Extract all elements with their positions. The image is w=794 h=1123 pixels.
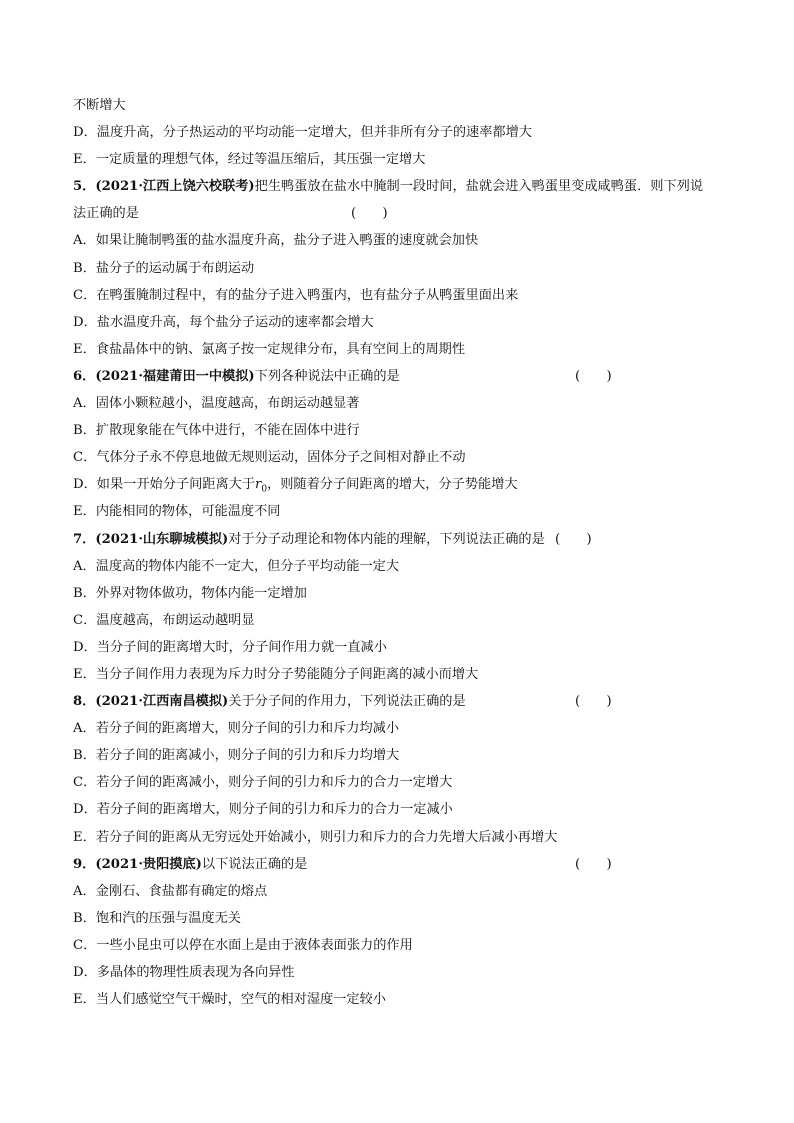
text-line	[73, 796, 733, 823]
line-text: C．在鸭蛋腌制过程中，有的盐分子进入鸭蛋内，也有盐分子从鸭蛋里面出来	[73, 287, 519, 303]
question-source: (2021·江西上饶六校联考)	[95, 179, 255, 195]
line-text: A．固体小颗粒越小，温度越高，布朗运动越显著	[73, 396, 360, 412]
subscript-zero: 0	[261, 484, 268, 495]
text-line	[73, 742, 733, 769]
line-text: C．气体分子永不停息地做无规则运动，固体分子之间相对静止不动	[73, 450, 466, 466]
document-page	[73, 92, 733, 1013]
question-stem: 关于分子间的作用力，下列说法正确的是	[228, 694, 466, 710]
question-number: 5．	[73, 179, 96, 195]
line-text: B．若分子间的距离减小，则分子间的引力和斥力均增大	[73, 748, 400, 764]
text-line	[73, 905, 733, 932]
line-text: E．若分子间的距离从无穷远处开始减小，则引力和斥力的合力先增大后减小再增大	[73, 829, 558, 845]
text-line	[73, 92, 733, 119]
line-text: D．盐水温度升高，每个盐分子运动的速率都会增大	[73, 314, 374, 330]
line-text: B．外界对物体做功，物体内能一定增加	[73, 585, 307, 601]
line-text: D．若分子间的距离增大，则分子间的引力和斥力的合力一定减小	[73, 802, 453, 818]
question-line	[73, 688, 733, 715]
question-source: (2021·福建莆田一中模拟)	[95, 368, 255, 384]
answer-blank: ( )	[575, 694, 612, 710]
line-text: E．当分子间作用力表现为斥力时分子势能随分子间距离的减小而增大	[73, 666, 479, 682]
line-text: E．一定质量的理想气体，经过等温压缩后，其压强一定增大	[73, 152, 426, 168]
question-stem: 对于分子动理论和物体内能的理解，下列说法正确的是	[228, 531, 545, 547]
question-stem: 以下说法正确的是	[201, 856, 308, 872]
line-text: D．当分子间的距离增大时，分子间作用力就一直减小	[73, 639, 387, 655]
question-line	[73, 173, 733, 200]
text-line	[73, 309, 733, 336]
option-line	[73, 471, 733, 498]
line-text: E．内能相同的物体，可能温度不同	[73, 504, 281, 520]
text-line	[73, 878, 733, 905]
question-source: (2021·山东聊城模拟)	[95, 531, 229, 547]
text-line	[73, 715, 733, 742]
line-text: E．当人们感觉空气干燥时，空气的相对湿度一定较小	[73, 992, 386, 1008]
text-line	[73, 200, 733, 227]
line-text: B．盐分子的运动属于布朗运动	[73, 260, 255, 276]
question-source: (2021·江西南昌模拟)	[95, 694, 229, 710]
text-line	[73, 417, 733, 444]
line-text: B．扩散现象能在气体中进行，不能在固体中进行	[73, 423, 360, 439]
variable-r: r	[255, 477, 262, 493]
line-text: C．一些小昆虫可以停在水面上是由于液体表面张力的作用	[73, 937, 413, 953]
line-text: A．若分子间的距离增大，则分子间的引力和斥力均减小	[73, 721, 400, 737]
question-number: 7．	[73, 531, 96, 547]
question-number: 8．	[73, 694, 96, 710]
question-number: 9．	[73, 856, 96, 872]
text-line	[73, 634, 733, 661]
text-line	[73, 336, 733, 363]
line-text: D．多晶体的物理性质表现为各向异性	[73, 965, 295, 980]
question-stem: 下列各种说法中正确的是	[254, 368, 400, 384]
line-text: 法正确的是	[73, 206, 139, 222]
question-source: (2021·贵阳摸底)	[95, 856, 202, 872]
text-line	[73, 444, 733, 471]
text-line	[73, 607, 733, 634]
question-line	[73, 363, 733, 390]
text-line	[73, 390, 733, 417]
question-stem: 把生鸭蛋放在盐水中腌制一段时间，盐就会进入鸭蛋里变成咸鸭蛋．则下列说	[254, 179, 704, 195]
text-line	[73, 119, 733, 146]
line-text: A．温度高的物体内能不一定大，但分子平均动能一定大	[73, 558, 400, 574]
text-line	[73, 580, 733, 607]
answer-blank: ( )	[575, 368, 612, 384]
line-text: ，则随着分子间距离的增大，分子势能增大	[267, 477, 518, 493]
text-line	[73, 959, 733, 986]
line-text: A．如果让腌制鸭蛋的盐水温度升高，盐分子进入鸭蛋的速度就会加快	[73, 233, 479, 249]
line-text: C．温度越高，布朗运动越明显	[73, 612, 255, 628]
text-line	[73, 553, 733, 580]
question-line	[73, 851, 733, 878]
line-text: E．食盐晶体中的钠、氯离子按一定规律分布，具有空间上的周期性	[73, 341, 466, 357]
text-line	[73, 769, 733, 796]
text-line	[73, 498, 733, 525]
question-line	[73, 526, 733, 553]
line-text: B．饱和汽的压强与温度无关	[73, 910, 241, 926]
line-text: D．温度升高，分子热运动的平均动能一定增大，但并非所有分子的速率都增大	[73, 125, 532, 141]
text-line	[73, 824, 733, 851]
answer-blank: ( )	[555, 531, 592, 547]
text-line	[73, 255, 733, 282]
text-line	[73, 932, 733, 959]
line-text: 不断增大	[73, 98, 126, 113]
text-line	[73, 146, 733, 173]
text-line	[73, 986, 733, 1013]
text-line	[73, 661, 733, 688]
question-number: 6．	[73, 368, 96, 384]
line-text: D．如果一开始分子间距离大于	[73, 477, 256, 493]
text-line	[73, 227, 733, 254]
answer-blank: ( )	[351, 206, 388, 222]
answer-blank: ( )	[575, 856, 612, 872]
line-text: A．金刚石、食盐都有确定的熔点	[73, 883, 268, 899]
text-line	[73, 282, 733, 309]
line-text: C．若分子间的距离减小，则分子间的引力和斥力的合力一定增大	[73, 775, 453, 791]
